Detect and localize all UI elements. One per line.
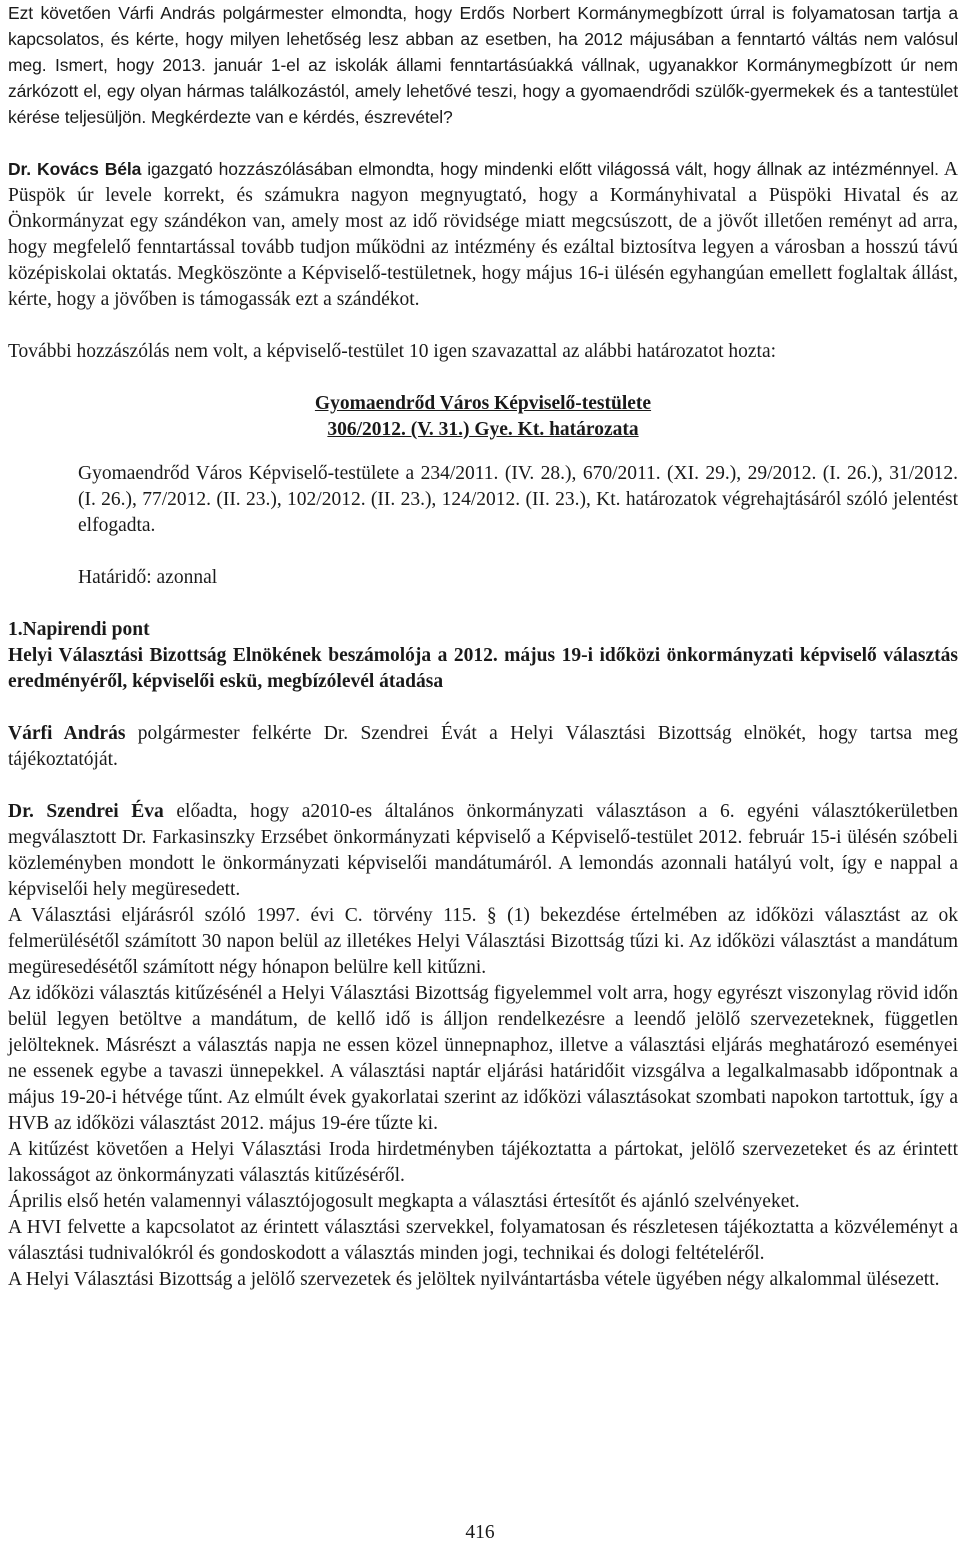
paragraph-kovacs [8,156,958,313]
resolution-body: Gyomaendrőd Város Képviselő-testülete a 234/2011. (IV. 28.), 670/2011. (XI. 29.), 29/2012. (I. 26.), 31/2012. (I. 26.), 77/2012. (II. 23.), 102/2012. (II. 23.), 124/2012. (II. 23.), Kt. határozatok végrehajtásáról szóló jelentést elfogadta. [78,463,958,536]
speaker-name: Várfi András [8,723,126,744]
resolution-title: Gyomaendrőd Város Képviselő-testülete [314,393,652,414]
speaker-name: Dr. Szendrei Éva [8,801,164,822]
paragraph-notices: Április első hetén valamennyi választójogosult megkapta a választási értesítőt és ajánló szelvényeket. [8,1191,800,1212]
paragraph-vote: További hozzászólás nem volt, a képviselő-testület 10 igen szavazattal az alábbi határozatot hozta: [8,341,777,362]
speaker-text: igazgató hozzászólásában elmondta, hogy mindenki előtt világossá vált, hogy állnak az intézménnyel. [141,159,939,179]
paragraph-intro: Ezt követően Várfi András polgármester elmondta, hogy Erdős Norbert Kormánymegbízott úrral is folyamatosan tartja a kapcsolatos, és kérte, hogy milyen lehetőség lesz abban az esetben, ha 2012 májusában a fenntartó váltás nem valósul meg. Ismert, hogy 2013. január 1-el az iskolák állami fenntartásúakká vállnak, ugyanakkor Kormánymegbízott úr nem zárkózott el, egy olyan hármas találkozástól, amely lehetővé teszi, hogy a gyomaendrődi szülők-gyermekek és a tantestület kérése teljesüljön. Megkérdezte van e kérdés, észrevétel? [8,3,958,127]
paragraph-hvi: A HVI felvette a kapcsolatot az érintett választási szervekkel, folyamatosan és részletesen tájékoztatta a közvéleményt a választási tudnivalókról és gondoskodott a választás minden jogi, technikai és dologi feltételéről. [8,1217,958,1264]
speaker-text: előadta, hogy a2010-es általános önkormányzati választáson a 6. egyéni választókerületben megválasztott Dr. Farkasinszky Erzsébet önkormányzati képviselő a Képviselő-testület 2012. február 15-i ülésén szóbeli közleményben mondott le önkormányzati képviselői mandátumáról. A lemondás azonnali hatályú volt, így e nappal a képviselői hely megüresedett. [8,801,958,900]
paragraph-szendrei [8,799,958,903]
paragraph-meetings: A Helyi Választási Bizottság a jelölő szervezetek és jelöltek nyilvántartásba vétele ügyében négy alkalommal ülésezett. [8,1269,940,1290]
agenda-title: Helyi Választási Bizottság Elnökének beszámolója a 2012. május 19-i időközi önkormányzati képviselő választás eredményéről, képviselői eskü, megbízólevél átadása [8,645,958,692]
speaker-text-cont: A Püspök úr levele korrekt, és számukra nagyon megnyugtató, hogy a Kormányhivatal a Püspöki Hivatal és az Önkormányzat egy szándékon van, amely most az idő rövidsége miatt megcsúszott, de a jövőt illetően reményt ad arra, hogy megfelelő fenntartással tovább tudjon működni az intézmény és ezáltal biztosítva legyen a városban a hosszú távú középiskolai oktatás. Megköszönte a Képviselő-testületnek, hogy május 16-i ülésén egyhangúan emellett foglaltak állást, kérte, hogy a jövőben is támogassák ezt a szándékot. [8,159,958,310]
page-number: 416 [465,1522,495,1543]
speaker-name: Dr. Kovács Béla [8,159,142,179]
speaker-text: polgármester felkérte Dr. Szendrei Évát a Helyi Választási Bizottság elnökét, hogy tartsa meg tájékoztatóját. [8,723,958,770]
paragraph-law: A Választási eljárásról szóló 1997. évi C. törvény 115. § (1) bekezdése értelmében az időközi választást az ok felmerülésétől számított 30 napon belül az illetékes Helyi Választási Bizottság tűzi ki. Az időközi választást a mandátum megüresedésétől számított négy hónapon belülre kell kitűzni. [8,905,958,978]
document-page [8,0,958,1293]
paragraph-varfi [8,721,958,773]
paragraph-scheduling: Az időközi választás kitűzésénél a Helyi Választási Bizottság figyelemmel volt arra, hogy egyrészt viszonylag rövid időn belül legyen betöltve a mandátum, de kellő idő is álljon rendelkezésre a leendő jelölő szervezeteknek, független jelölteknek. Másrészt a választás napja ne essen közel ünnepnaphoz, illetve a választási eljárás meghatározó eseményei ne essenek egybe a tavaszi ünnepekkel. A választási naptár eljárási határidőit vizsgálva a legalkalmasabb időpontnak a május 19-20-i hétvége tűnt. Az elmúlt évek gyakorlatai szerint az időközi választásokat szombati napokon tartottuk, így a HVB az időközi választást 2012. május 19-ére tűzte ki. [8,983,958,1134]
agenda-number: 1.Napirendi pont [8,619,150,640]
resolution-number: 306/2012. (V. 31.) Gye. Kt. határozata [327,419,639,440]
resolution-deadline: Határidő: azonnal [78,567,218,588]
paragraph-announcement: A kitűzést követően a Helyi Választási Iroda hirdetményben tájékoztatta a pártokat, jelölő szervezeteket és az érintett lakosságot az önkormányzati választás kitűzéséről. [8,1139,958,1186]
